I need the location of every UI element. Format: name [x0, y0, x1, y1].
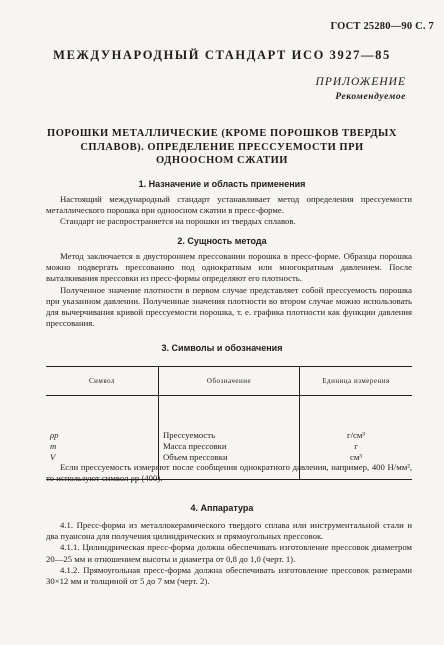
section-body-method	[46, 251, 412, 329]
symbol-cell: ρp	[50, 430, 59, 440]
table-header-cell: Символ	[46, 367, 159, 396]
symbols-note	[46, 462, 412, 484]
paragraph: Стандарт не распространяется на порошки из твердых сплавов.	[60, 216, 296, 227]
meaning-cell: Объем прессовки	[159, 452, 300, 480]
meaning-cell: Прессуемость	[159, 396, 300, 442]
document-title-line: ОДНООСНОМ СЖАТИИ	[156, 155, 288, 166]
document-title	[0, 127, 444, 168]
paragraph: 4.1.1. Цилиндрическая пресс-форма должна обеспечивать изготовление прессовок диаметром 20—25 мм и отношением высоты и диаметра от 0,8 до 1,0 (черт. 1).	[46, 542, 412, 564]
table-row	[46, 441, 412, 452]
unit-cell: г	[354, 441, 358, 451]
paragraph: 4.1. Пресс-форма из металлокерамического твердого сплава или инструментальной стали и два пуансона для получения цилиндрических и прямоугольных прессовок.	[46, 520, 412, 542]
table-header-cell: Единица измерения	[300, 367, 413, 396]
table-row	[46, 396, 412, 442]
symbol-cell: V	[46, 452, 159, 480]
annex-status: Рекомендуемое	[335, 92, 406, 102]
section-body-apparatus	[46, 520, 412, 587]
document-title-line: СПЛАВОВ). ОПРЕДЕЛЕНИЕ ПРЕССУЕМОСТИ ПРИ	[80, 141, 364, 153]
annex-label: ПРИЛОЖЕНИЕ	[315, 76, 406, 88]
paragraph: Если прессуемость измеряют после сообщения однократного давления, например, 400 Н/мм², то используют символ ρp (400).	[46, 462, 412, 484]
unit-cell: см³	[300, 452, 413, 480]
standard-title: МЕЖДУНАРОДНЫЙ СТАНДАРТ ИСО 3927—85	[53, 48, 391, 62]
unit-cell: г/см³	[347, 430, 365, 440]
paragraph: Полученное значение плотности в первом случае представляет собой прессуемость порошка при указанном давлении. Полученные значения плотности во втором случае можно использовать для вычерчивания кривой прессуемости порошка, т. е. графика плотности как функции давления прессования.	[46, 284, 412, 329]
table-header-cell: Обозначение	[159, 367, 300, 396]
document-title-line: ПОРОШКИ МЕТАЛЛИЧЕСКИЕ (КРОМЕ ПОРОШКОВ ТВЕРДЫХ	[47, 128, 397, 139]
meaning-cell: Масса прессовки	[159, 441, 300, 452]
section-heading-method: 2. Сущность метода	[177, 236, 267, 246]
symbol-cell: m	[50, 441, 57, 451]
section-heading-apparatus: 4. Аппаратура	[190, 503, 254, 513]
paragraph: Настоящий международный стандарт устанавливает метод определения прессуемости металлического порошка при одноосном сжатии в пресс-форме.	[46, 194, 412, 216]
page-header-code: ГОСТ 25280—90 С. 7	[330, 21, 434, 32]
paragraph: Метод заключается в двустороннем прессовании порошка в пресс-форме. Образцы порошка можно подвергать прессованию под однократным или многократным давлением. После выталкивания прессовки из пресс-формы определяют его плотность.	[46, 251, 412, 284]
section-heading-scope: 1. Назначение и область применения	[138, 179, 306, 189]
section-body-scope	[46, 194, 412, 228]
paragraph: 4.1.2. Прямоугольная пресс-форма должна обеспечивать изготовление прессовок размерами 30×12 мм и толщиной от 5 до 7 мм (черт. 2).	[46, 564, 412, 587]
section-heading-symbols: 3. Символы и обозначения	[161, 343, 283, 353]
table-header-row	[46, 367, 412, 396]
